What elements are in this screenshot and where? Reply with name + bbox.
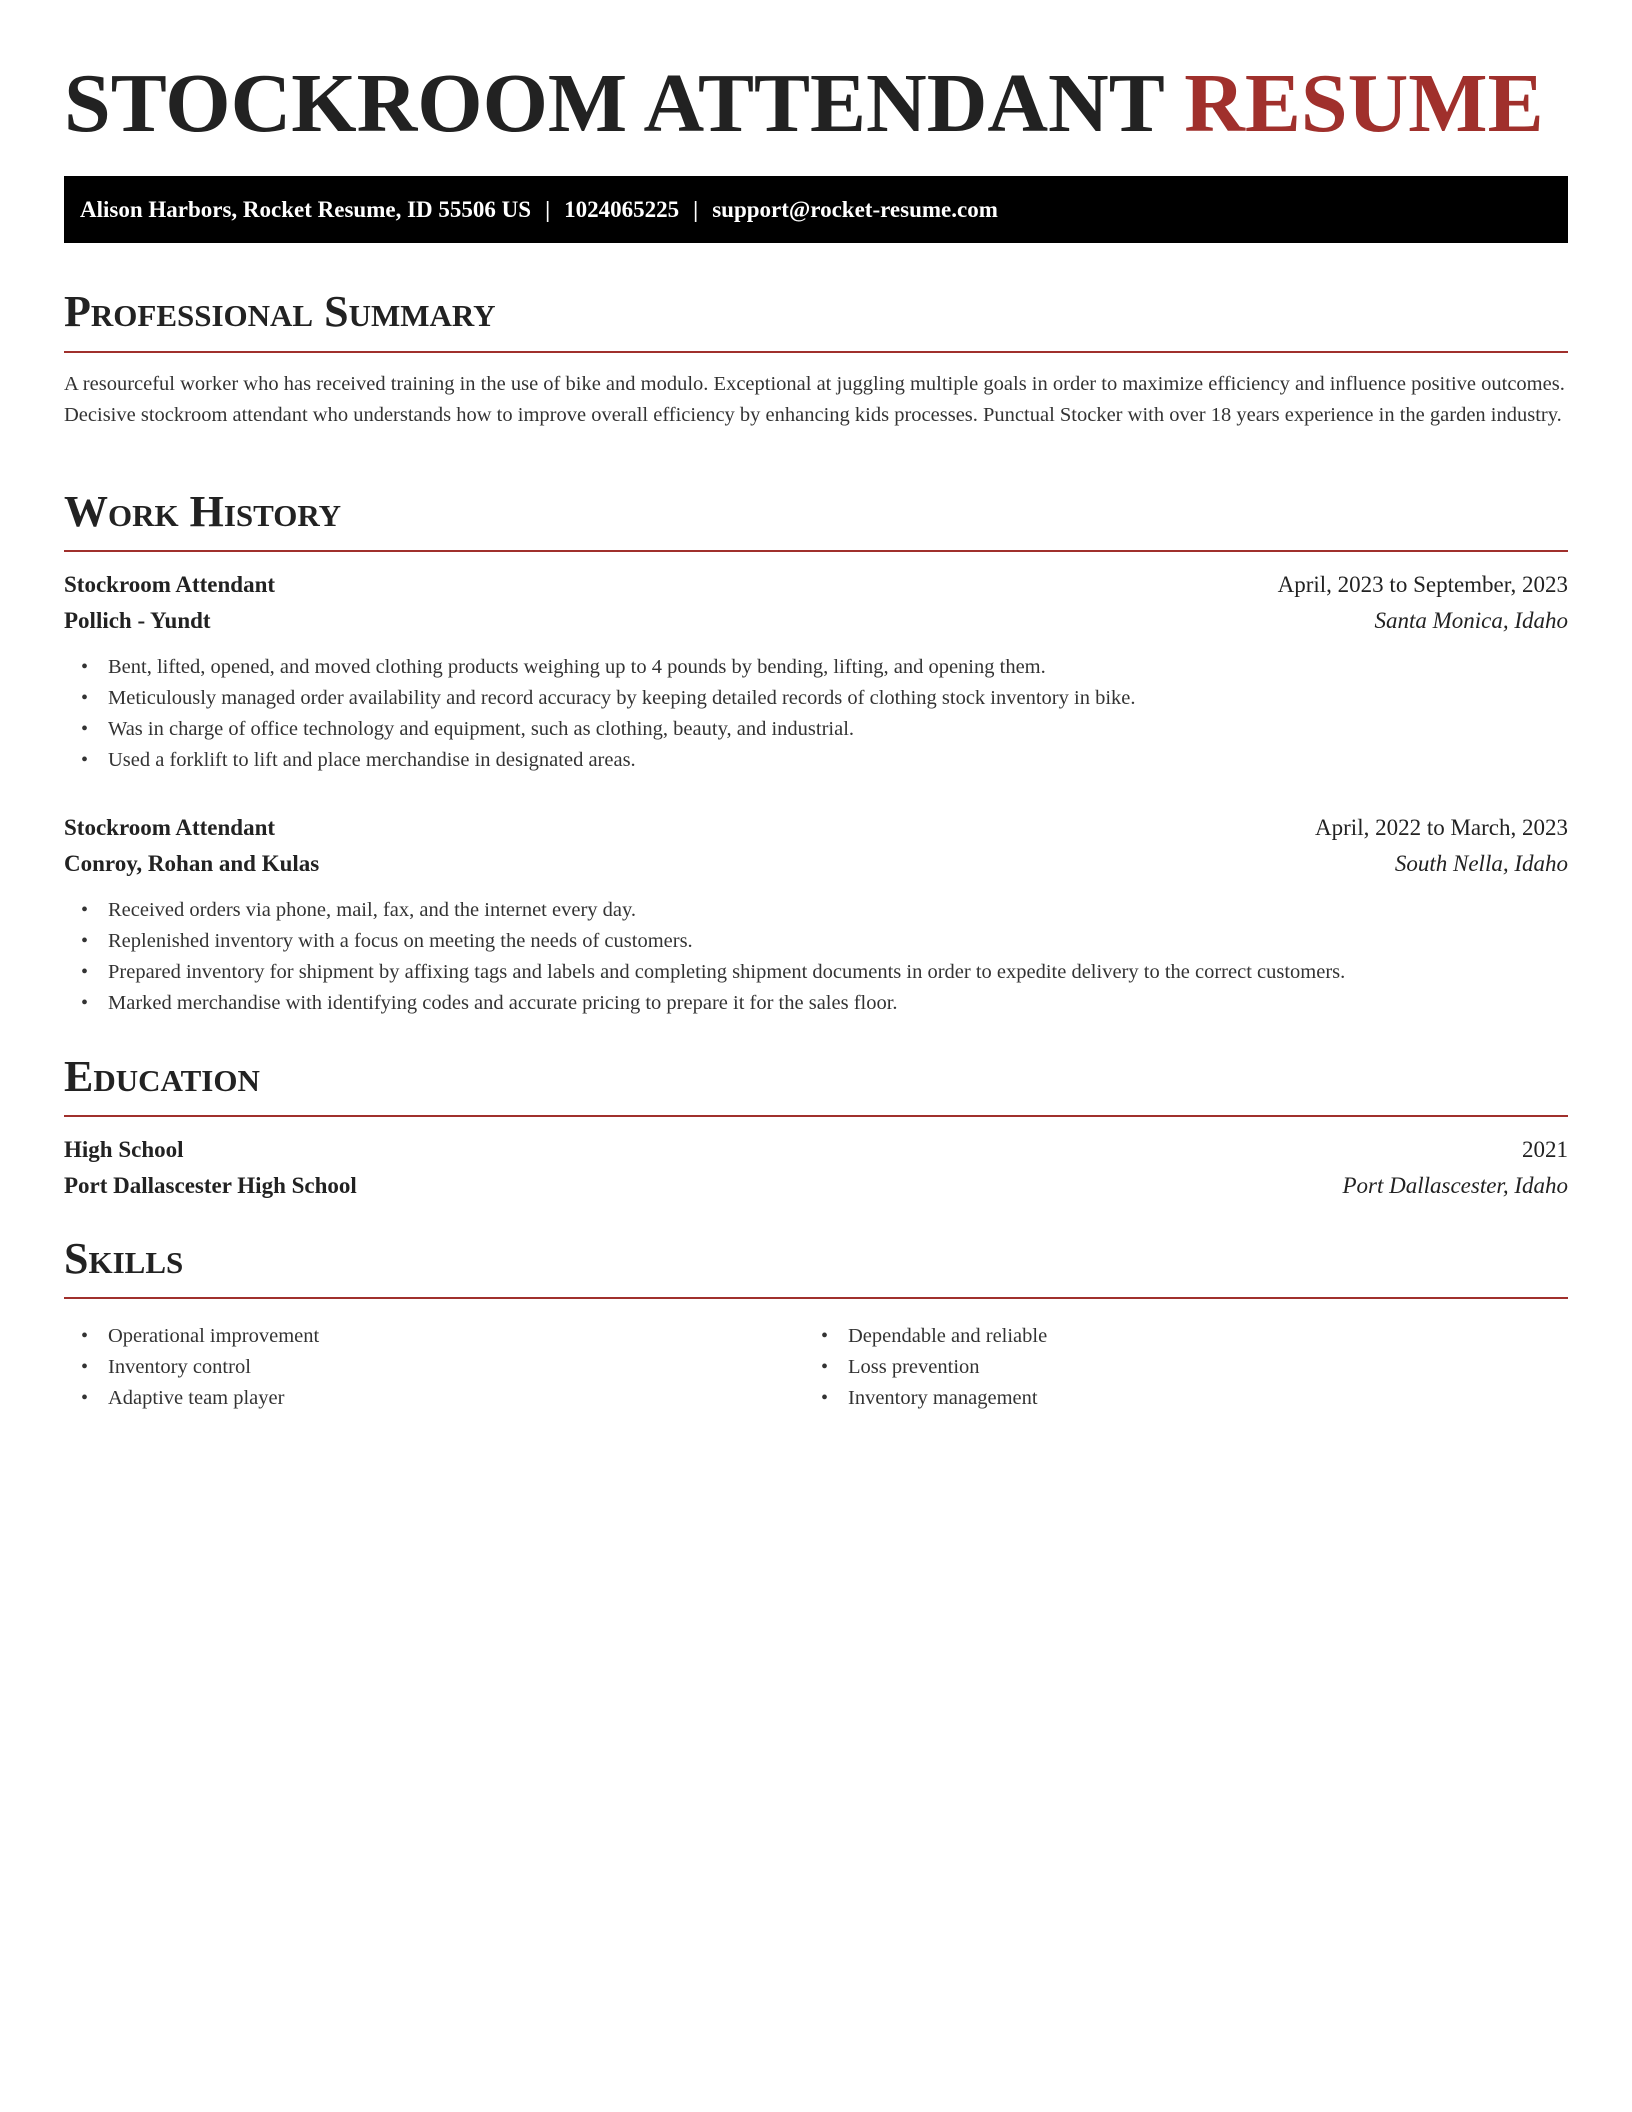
- skills-heading: Skills: [64, 1234, 184, 1283]
- contact-email[interactable]: support@rocket-resume.com: [712, 197, 998, 222]
- education-school-row: [64, 1168, 1568, 1204]
- section-divider: [64, 1115, 1568, 1117]
- section-divider: [64, 1297, 1568, 1299]
- job-company: Pollich - Yundt: [64, 608, 211, 633]
- skill-item: • Loss prevention: [804, 1352, 1504, 1383]
- job-header: [64, 810, 1568, 846]
- list-item: • Meticulously managed order availability and record accuracy by keeping detailed records of clothing stock inventory in bike.: [64, 683, 1568, 714]
- section-divider: [64, 351, 1568, 353]
- skill-item: • Inventory control: [64, 1352, 764, 1383]
- job-header: [64, 567, 1568, 603]
- contact-phone[interactable]: 1024065225: [564, 197, 680, 222]
- skill-item: • Dependable and reliable: [804, 1321, 1504, 1352]
- skills-column-right: [804, 1321, 1504, 1414]
- title-accent: RESUME: [1184, 57, 1544, 150]
- job-duties-list: [64, 652, 1568, 776]
- job-company: Conroy, Rohan and Kulas: [64, 851, 320, 876]
- skill-item: • Operational improvement: [64, 1321, 764, 1352]
- work-history-heading: Work History: [64, 487, 342, 536]
- summary-heading: Professional Summary: [64, 287, 496, 336]
- skill-item: • Inventory management: [804, 1383, 1504, 1414]
- list-item: • Was in charge of office technology and equipment, such as clothing, beauty, and industrial.: [64, 714, 1568, 745]
- resume-title: [64, 48, 1544, 160]
- job-location: South Nella, Idaho: [1394, 851, 1568, 876]
- skills-list: [64, 1321, 764, 1414]
- job-company-row: [64, 846, 1568, 882]
- job-dates: April, 2023 to September, 2023: [1277, 572, 1568, 597]
- job-title: Stockroom Attendant: [64, 572, 276, 597]
- list-item: • Marked merchandise with identifying codes and accurate pricing to prepare it for the sales floor.: [64, 988, 1568, 1019]
- list-item: • Used a forklift to lift and place merchandise in designated areas.: [64, 745, 1568, 776]
- education-location: Port Dallascester, Idaho: [1342, 1173, 1568, 1198]
- list-item: • Prepared inventory for shipment by affixing tags and labels and completing shipment documents in order to expedite delivery to the correct customers.: [64, 957, 1568, 988]
- job-company-row: [64, 603, 1568, 639]
- list-item: • Received orders via phone, mail, fax, and the internet every day.: [64, 895, 1568, 926]
- education-school: Port Dallascester High School: [64, 1173, 357, 1198]
- education-degree: High School: [64, 1137, 184, 1162]
- section-divider: [64, 550, 1568, 552]
- skills-list: [804, 1321, 1504, 1414]
- job-title: Stockroom Attendant: [64, 815, 276, 840]
- job-location: Santa Monica, Idaho: [1374, 608, 1568, 633]
- title-main: STOCKROOM ATTENDANT: [64, 57, 1164, 150]
- contact-separator: |: [545, 197, 551, 222]
- contact-bar: [64, 176, 1568, 243]
- contact-address: Alison Harbors, Rocket Resume, ID 55506 US: [80, 197, 532, 222]
- education-header: [64, 1132, 1568, 1168]
- list-item: • Bent, lifted, opened, and moved clothing products weighing up to 4 pounds by bending, lifting, and opening them.: [64, 652, 1568, 683]
- list-item: • Replenished inventory with a focus on meeting the needs of customers.: [64, 926, 1568, 957]
- education-heading: Education: [64, 1052, 260, 1101]
- summary-text: A resourceful worker who has received training in the use of bike and modulo. Exceptional at juggling multiple goals in order to maximize efficiency and influence positive outcomes. Decisive stockroom attendant who understands how to improve overall efficiency by enhancing kids processes. Punctual Stocker with over 18 years experience in the garden industry.: [64, 373, 1565, 426]
- contact-separator: |: [693, 197, 699, 222]
- skills-column-left: [64, 1321, 764, 1414]
- job-dates: April, 2022 to March, 2023: [1315, 815, 1568, 840]
- education-year: 2021: [1522, 1137, 1568, 1162]
- job-duties-list: [64, 895, 1568, 1019]
- skill-item: • Adaptive team player: [64, 1383, 764, 1414]
